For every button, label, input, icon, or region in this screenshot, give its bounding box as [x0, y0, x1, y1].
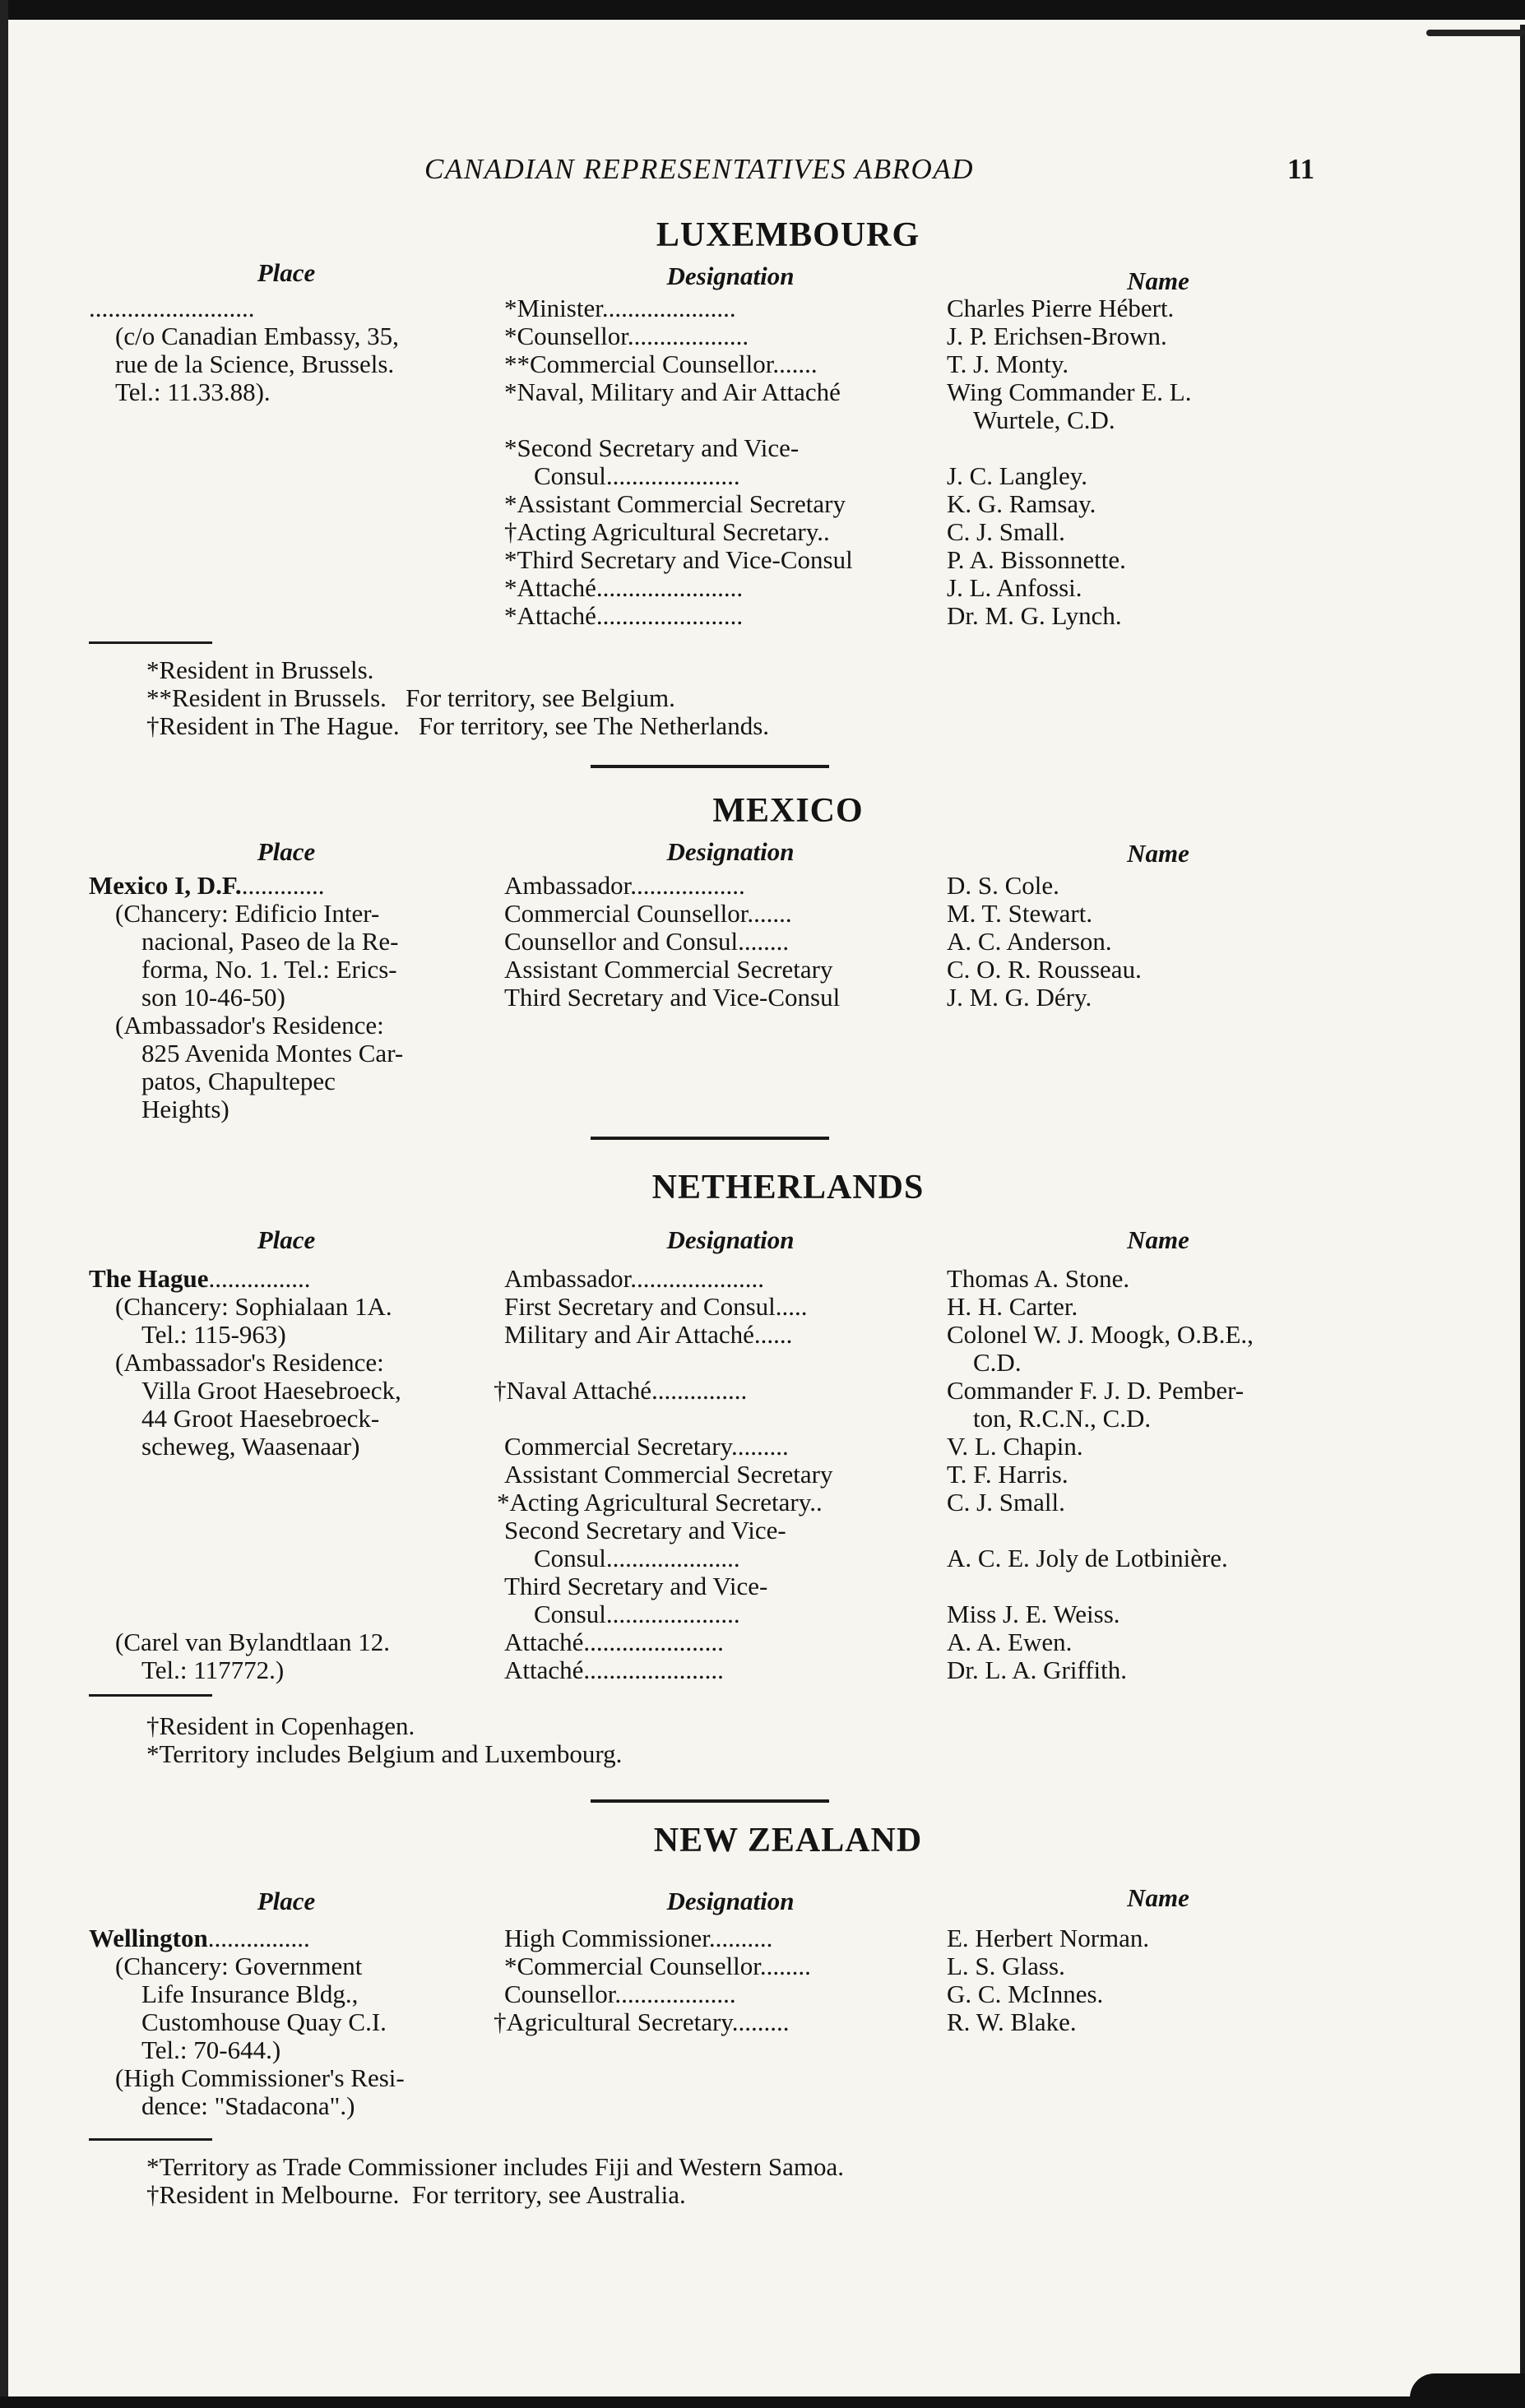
- place-line: Tel.: 117772.): [141, 1656, 285, 1684]
- designation-line: Assistant Commercial Secretary: [504, 955, 833, 984]
- place-line: (Carel van Bylandtlaan 12.: [115, 1628, 391, 1656]
- designation-line: *Counsellor...................: [504, 322, 749, 350]
- name-line: E. Herbert Norman.: [947, 1924, 1150, 1952]
- place-city-name: Mexico I, D.F.: [89, 871, 242, 900]
- place-line: (c/o Canadian Embassy, 35,: [115, 322, 399, 350]
- column-header-name: Name: [1127, 266, 1189, 295]
- place-line: Heights): [141, 1095, 229, 1123]
- place-line: (Chancery: Edificio Inter-: [115, 899, 380, 928]
- place-line: (High Commissioner's Resi-: [115, 2063, 405, 2092]
- country-title: LUXEMBOURG: [656, 216, 920, 254]
- name-line: C. O. R. Rousseau.: [947, 955, 1142, 984]
- designation-line: Commercial Secretary.........: [504, 1432, 789, 1461]
- name-line: Charles Pierre Hébert.: [947, 294, 1175, 322]
- designation-line: Counsellor...................: [504, 1980, 736, 2008]
- place-city-name: Wellington: [89, 1924, 208, 1952]
- column-header-place: Place: [257, 1225, 316, 1254]
- name-line: A. C. E. Joly de Lotbinière.: [947, 1544, 1228, 1572]
- name-line: K. G. Ramsay.: [947, 489, 1096, 518]
- designation-line: Consul.....................: [534, 1600, 740, 1628]
- designation-line: First Secretary and Consul.....: [504, 1292, 808, 1321]
- name-line: Dr. L. A. Griffith.: [947, 1656, 1127, 1684]
- scan-top-edge: [0, 0, 1525, 20]
- designation-line: High Commissioner..........: [504, 1924, 773, 1952]
- name-line: P. A. Bissonnette.: [947, 545, 1126, 574]
- footnote: *Territory as Trade Commissioner includes Fiji and Western Samoa.: [146, 2152, 845, 2181]
- designation-line: *Commercial Counsellor........: [504, 1952, 811, 1980]
- name-line: Commander F. J. D. Pember-: [947, 1376, 1245, 1405]
- place-line: forma, No. 1. Tel.: Erics-: [141, 955, 397, 984]
- scan-mark-bottom-right: [1410, 2373, 1525, 2398]
- place-line: Tel.: 115-963): [141, 1320, 286, 1349]
- name-line: L. S. Glass.: [947, 1952, 1065, 1980]
- section-new-zealand: [89, 1821, 1356, 2216]
- scan-left-edge: [0, 0, 8, 2408]
- designation-line: Assistant Commercial Secretary: [504, 1460, 833, 1489]
- name-line: ton, R.C.N., C.D.: [973, 1404, 1152, 1433]
- place-city-leader: ................: [208, 1264, 311, 1293]
- designation-line: Counsellor and Consul........: [504, 927, 790, 956]
- column-header-designation: Designation: [666, 262, 795, 290]
- place-line: Tel.: 11.33.88).: [115, 377, 271, 406]
- designation-line: Attaché......................: [504, 1656, 724, 1684]
- designation-line: Attaché......................: [504, 1628, 724, 1656]
- section-divider: [591, 1137, 829, 1140]
- place-line: Life Insurance Bldg.,: [141, 1980, 359, 2008]
- column-header-place: Place: [257, 258, 316, 287]
- footnote: †Resident in Melbourne. For territory, see Australia.: [146, 2180, 686, 2209]
- footnote: †Resident in Copenhagen.: [146, 1711, 415, 1740]
- name-line: Colonel W. J. Moogk, O.B.E.,: [947, 1320, 1254, 1349]
- name-line: Wing Commander E. L.: [947, 377, 1192, 406]
- place-line: son 10-46-50): [141, 983, 285, 1012]
- country-title: MEXICO: [712, 792, 864, 830]
- column-header-name: Name: [1127, 1225, 1189, 1254]
- designation-line: Military and Air Attaché......: [504, 1320, 793, 1349]
- column-header-place: Place: [257, 837, 316, 866]
- name-line: Dr. M. G. Lynch.: [947, 601, 1122, 630]
- place-line: Villa Groot Haesebroeck,: [141, 1376, 401, 1405]
- footnote: *Territory includes Belgium and Luxembourg.: [146, 1739, 623, 1768]
- name-line: T. F. Harris.: [947, 1460, 1068, 1489]
- name-line: J. L. Anfossi.: [947, 573, 1082, 602]
- designation-line: *Attaché.......................: [504, 601, 744, 630]
- name-line: Thomas A. Stone.: [947, 1264, 1130, 1293]
- place-city: [89, 1265, 484, 1293]
- designation-line: *Third Secretary and Vice-Consul: [504, 545, 853, 574]
- designation-line: Ambassador.....................: [504, 1264, 765, 1293]
- place-line: scheweg, Waasenaar): [141, 1432, 360, 1461]
- designation-line: Third Secretary and Vice-Consul: [504, 983, 841, 1012]
- designation-line: Consul.....................: [534, 1544, 740, 1572]
- place-line: ..........................: [89, 294, 255, 322]
- running-header: CANADIAN REPRESENTATIVES ABROAD: [424, 153, 974, 185]
- designation-line: *Assistant Commercial Secretary: [504, 489, 846, 518]
- name-line: M. T. Stewart.: [947, 899, 1093, 928]
- name-line: G. C. McInnes.: [947, 1980, 1104, 2008]
- name-line: A. A. Ewen.: [947, 1628, 1073, 1656]
- place-line: dence: "Stadacona".): [141, 2091, 355, 2120]
- place-line: 825 Avenida Montes Car-: [141, 1039, 404, 1067]
- place-line: (Chancery: Sophialaan 1A.: [115, 1292, 392, 1321]
- column-header-name: Name: [1127, 1883, 1189, 1912]
- designation-line: Consul.....................: [534, 461, 740, 490]
- place-city: [89, 1924, 484, 1952]
- place-line: (Ambassador's Residence:: [115, 1348, 384, 1377]
- country-title: NETHERLANDS: [651, 1169, 925, 1206]
- footnote: †Resident in The Hague. For territory, see The Netherlands.: [146, 711, 770, 740]
- section-luxembourg: [89, 215, 1356, 742]
- column-header-name: Name: [1127, 839, 1189, 868]
- footnote-rule: [89, 2138, 212, 2141]
- scan-mark-top-right: [1426, 30, 1525, 36]
- designation-line: †Acting Agricultural Secretary..: [504, 517, 830, 546]
- name-line: C.D.: [973, 1348, 1022, 1377]
- place-city-name: The Hague: [89, 1264, 209, 1293]
- designation-line: Ambassador..................: [504, 871, 745, 900]
- name-line: D. S. Cole.: [947, 871, 1059, 900]
- place-line: rue de la Science, Brussels.: [115, 350, 395, 378]
- place-line: (Chancery: Government: [115, 1952, 363, 1980]
- place-city-leader: .............: [241, 871, 325, 900]
- place-line: 44 Groot Haesebroeck-: [141, 1404, 380, 1433]
- name-line: C. J. Small.: [947, 517, 1065, 546]
- name-line: Wurtele, C.D.: [973, 405, 1115, 434]
- footnote-rule: [89, 641, 212, 644]
- name-line: T. J. Monty.: [947, 350, 1069, 378]
- section-mexico: [89, 791, 1356, 1137]
- column-header-place: Place: [257, 1887, 316, 1915]
- name-line: Miss J. E. Weiss.: [947, 1600, 1120, 1628]
- name-line: J. P. Erichsen-Brown.: [947, 322, 1167, 350]
- scan-bottom-edge: [0, 2396, 1525, 2408]
- place-city: [89, 872, 484, 900]
- place-line: Tel.: 70-644.): [141, 2035, 281, 2064]
- place-line: (Ambassador's Residence:: [115, 1011, 384, 1040]
- column-header-designation: Designation: [666, 837, 795, 866]
- designation-line: *Attaché.......................: [504, 573, 744, 602]
- name-line: V. L. Chapin.: [947, 1432, 1083, 1461]
- section-netherlands: [89, 1168, 1356, 1785]
- section-divider: [591, 1799, 829, 1803]
- name-line: J. M. G. Déry.: [947, 983, 1092, 1012]
- name-line: A. C. Anderson.: [947, 927, 1112, 956]
- designation-line: †Agricultural Secretary.........: [494, 2007, 790, 2036]
- name-line: J. C. Langley.: [947, 461, 1088, 490]
- column-header-designation: Designation: [666, 1887, 795, 1915]
- page-number: 11: [1287, 153, 1315, 185]
- section-divider: [591, 765, 829, 768]
- designation-line: **Commercial Counsellor.......: [504, 350, 818, 378]
- name-line: H. H. Carter.: [947, 1292, 1078, 1321]
- footnote: *Resident in Brussels.: [146, 655, 374, 684]
- designation-line: *Acting Agricultural Secretary..: [497, 1488, 823, 1517]
- designation-line: Second Secretary and Vice-: [504, 1516, 786, 1544]
- place-line: nacional, Paseo de la Re-: [141, 927, 399, 956]
- place-city-leader: ................: [207, 1924, 310, 1952]
- place-line: patos, Chapultepec: [141, 1067, 336, 1095]
- designation-line: *Minister.....................: [504, 294, 736, 322]
- scan-right-edge: [1520, 25, 1525, 2408]
- designation-line: *Second Secretary and Vice-: [504, 433, 800, 462]
- designation-line: Commercial Counsellor.......: [504, 899, 792, 928]
- name-line: C. J. Small.: [947, 1488, 1065, 1517]
- country-title: NEW ZEALAND: [653, 1822, 923, 1859]
- place-line: Customhouse Quay C.I.: [141, 2007, 387, 2036]
- designation-line: Third Secretary and Vice-: [504, 1572, 768, 1600]
- footnote-rule: [89, 1694, 212, 1697]
- name-line: R. W. Blake.: [947, 2007, 1077, 2036]
- column-header-designation: Designation: [666, 1225, 795, 1254]
- designation-line: *Naval, Military and Air Attaché: [504, 377, 841, 406]
- designation-line: †Naval Attaché...............: [494, 1376, 748, 1405]
- footnote: **Resident in Brussels. For territory, see Belgium.: [146, 683, 675, 712]
